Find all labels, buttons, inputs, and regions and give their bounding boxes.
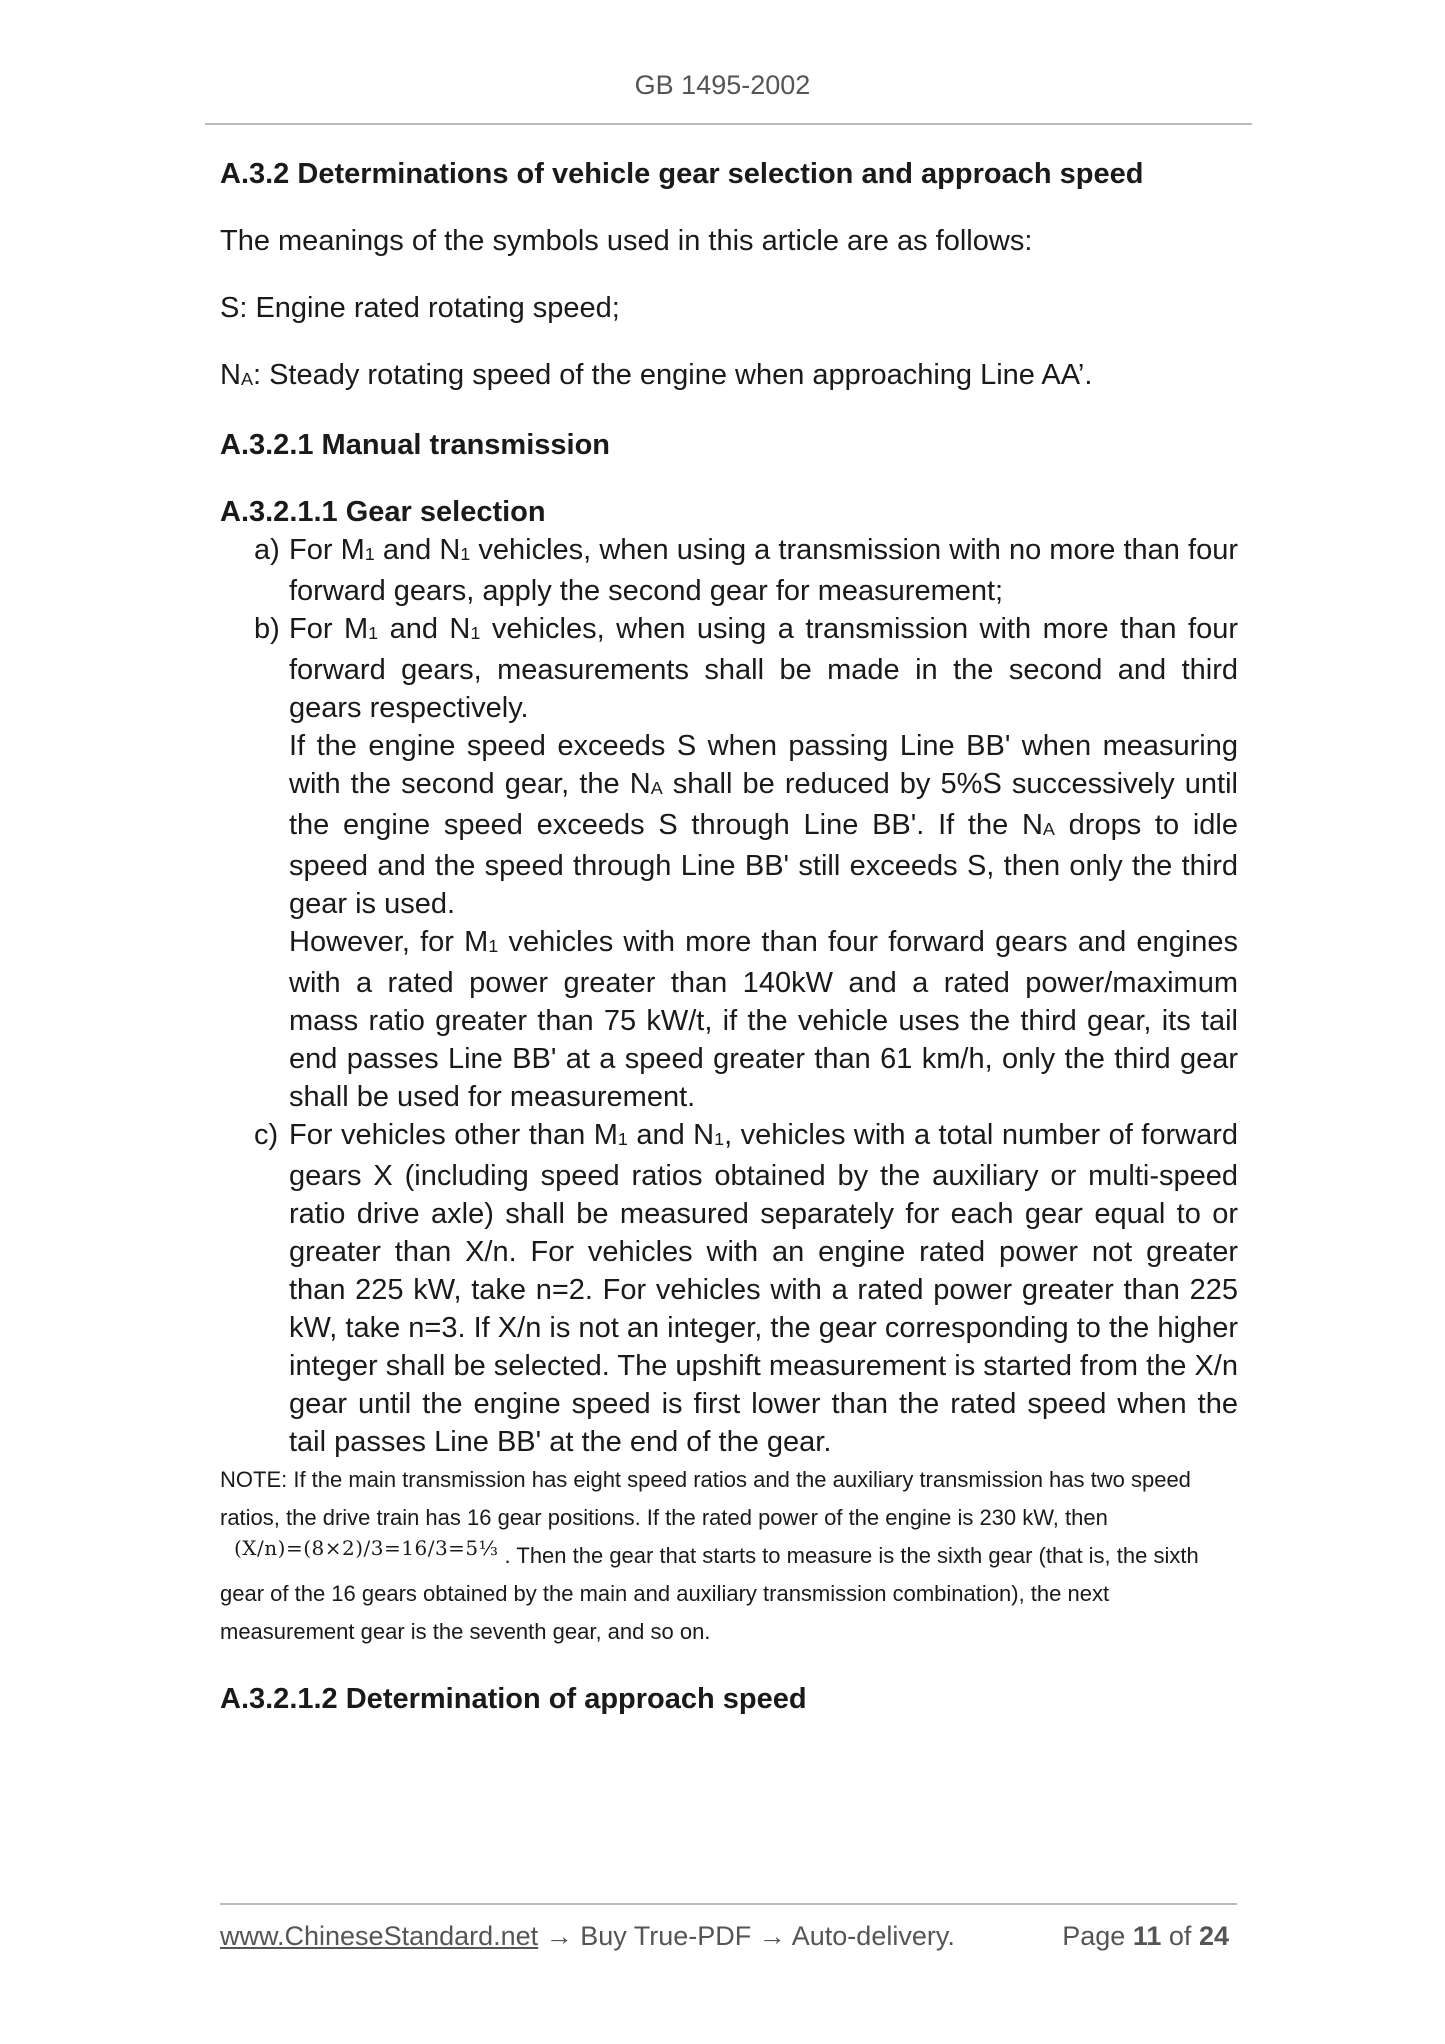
list-item-a: a) For M1 and N1 vehicles, when using a transmission with no more than four forward gears, apply the second gear for measurement; — [220, 531, 1238, 610]
list-item-c: c) For vehicles other than M1 and N1, vehicles with a total number of forward gears X (including speed ratios obtained by the auxiliary or multi-speed ratio drive axle) shall be measured separately for each gear equal to or greater than X/n. For vehicles with an engine rated power not greater than 225 kW, take n=2. For vehicles with a rated power greater than 225 kW, take n=3. If X/n is not an integer, the gear corresponding to the higher integer shall be selected. The upshift measurement is started from the X/n gear until the engine speed is first lower than the rated speed when the tail passes Line BB' at the end of the gear. — [220, 1116, 1238, 1461]
section-title: A.3.2 Determinations of vehicle gear selection and approach speed — [220, 158, 1144, 190]
subsection-gear-selection: A.3.2.1.1 Gear selection — [220, 496, 546, 528]
buy-true-pdf-text: Buy True-PDF — [580, 1921, 752, 1951]
list-label-b: b) — [254, 613, 280, 645]
total-page-count: 24 — [1198, 1921, 1229, 1951]
header-divider — [205, 123, 1252, 125]
note-paragraph: NOTE: If the main transmission has eight speed ratios and the auxiliary transmission has two speed ratios, the drive train has 16 gear positions. If the rated power of the engine is 230 kW, then(X/n)=(8×2)/3=16/3=5⅓ . Then the gear that starts to measure is the sixth gear (that is, the sixth gear of the 16 gears obtained by the main and auxiliary transmission combination), the next measurement gear is the seventh gear, and so on. — [220, 1467, 1199, 1644]
symbol-na-definition — [220, 356, 1238, 397]
list-label-a: a) — [254, 534, 280, 566]
symbol-na-text: : Steady rotating speed of the engine when approaching Line AA’. — [252, 359, 1093, 391]
current-page-number: 11 — [1132, 1921, 1162, 1951]
paragraph-third-gear-exception: However, for M1 vehicles with more than four forward gears and engines with a rated power greater than 140kW and a rated power/maximum mass ratio greater than 75 kW/t, if the vehicle uses the third gear, its tail end passes Line BB' at a speed greater than 61 km/h, only the third gear shall be used for measurement. — [289, 926, 1238, 1113]
subsection-approach-speed: A.3.2.1.2 Determination of approach speed — [220, 1683, 807, 1715]
symbol-n: N — [220, 359, 241, 391]
arrow-right-icon: → — [538, 1921, 581, 1951]
arrow-right-icon: → — [751, 1921, 792, 1951]
symbol-s-definition: S: Engine rated rotating speed; — [220, 292, 620, 324]
paragraph-second-gear: If the engine speed exceeds S when passing Line BB' when measuring with the second gear, the NA shall be reduced by 5%S successively until the engine speed exceeds S through Line BB'. If the NA drops to idle speed and the speed through Line BB' still exceeds S, then only the third gear is used. — [289, 730, 1238, 920]
page-footer — [220, 1921, 1237, 1952]
symbol-subscript: A — [240, 368, 253, 389]
page-content — [220, 155, 1238, 1718]
gear-formula: (X/n)=(8×2)/3=16/3=5⅓ — [234, 1536, 499, 1560]
website-link[interactable]: www.ChineseStandard.net — [220, 1921, 539, 1951]
subsection-manual-transmission: A.3.2.1 Manual transmission — [220, 429, 611, 461]
list-item-b: b) For M1 and N1 vehicles, when using a transmission with more than four forward gears, measurements shall be made in the second and third gears respectively. — [220, 610, 1238, 727]
auto-delivery-text: Auto-delivery. — [791, 1921, 955, 1951]
page-indicator: Page 11 of 24 — [1062, 1921, 1229, 1951]
list-label-c: c) — [254, 1119, 279, 1151]
intro-paragraph: The meanings of the symbols used in this article are as follows: — [220, 225, 1033, 257]
footer-divider — [220, 1903, 1237, 1905]
document-code-header: GB 1495-2002 — [634, 70, 811, 100]
